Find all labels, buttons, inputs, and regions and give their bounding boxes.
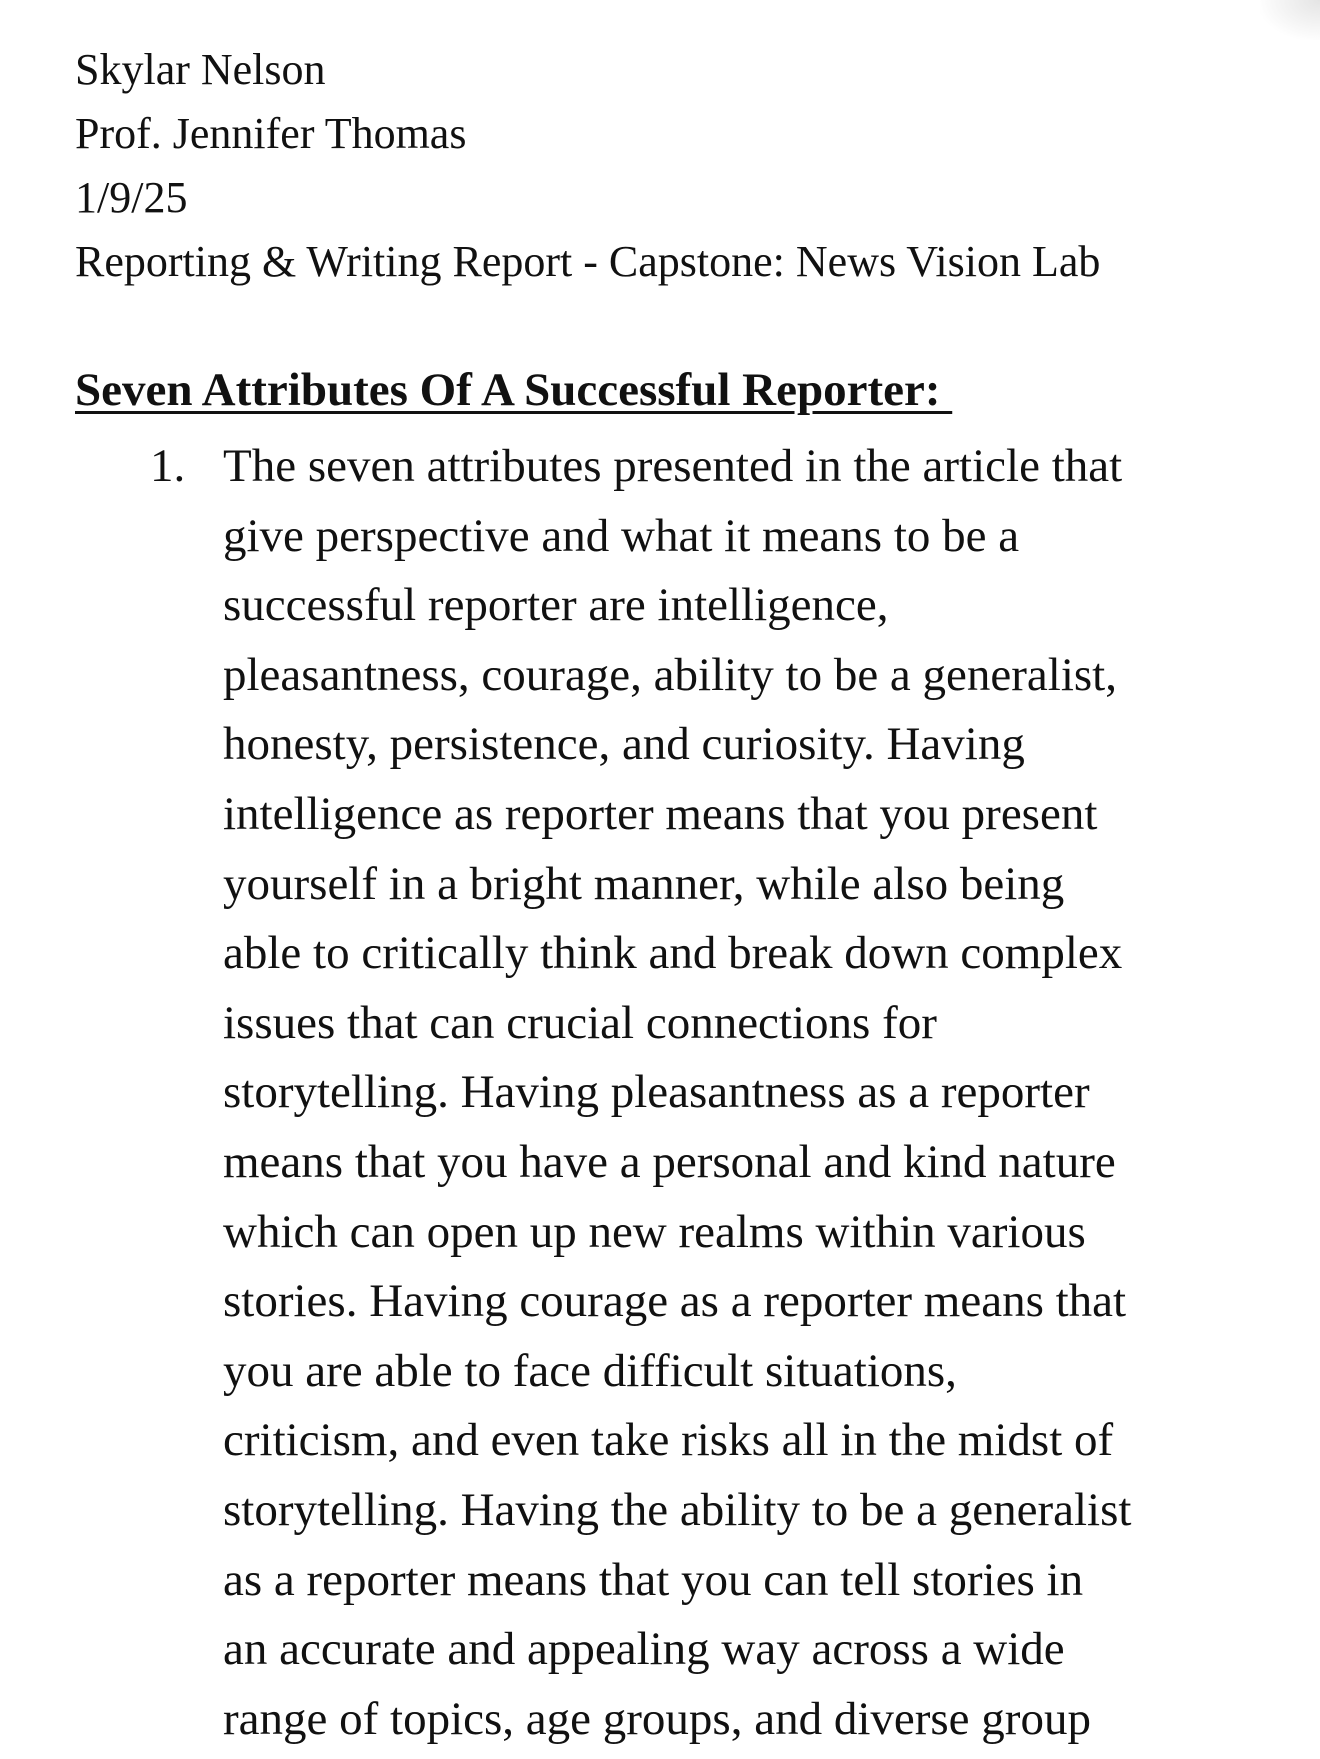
paragraph-line: able to critically think and break down complex: [223, 927, 1123, 980]
paragraph-line: honesty, persistence, and curiosity. Having: [223, 718, 1025, 771]
paragraph-line: which can open up new realms within various: [223, 1205, 1086, 1258]
paragraph-line: range of topics, age groups, and diverse group: [223, 1692, 1091, 1745]
paragraph-line: intelligence as reporter means that you present: [223, 787, 1098, 840]
list-item: [150, 432, 1250, 1754]
paragraph-line: storytelling. Having pleasantness as a reporter: [223, 1066, 1090, 1119]
paragraph-line: successful reporter are intelligence,: [223, 579, 889, 632]
paragraph-line: give perspective and what it means to be a: [223, 509, 1020, 562]
section-heading: Seven Attributes Of A Successful Reporter:: [75, 364, 953, 416]
paragraph-line: issues that can crucial connections for: [223, 996, 937, 1049]
paragraph-line: The seven attributes presented in the article that: [223, 440, 1123, 492]
list-item-number: 1.: [150, 440, 186, 492]
student-name: Skylar Nelson: [75, 45, 326, 94]
paragraph-line: means that you have a personal and kind nature: [223, 1135, 1116, 1188]
paragraph-line: yourself in a bright manner, while also being: [223, 857, 1065, 910]
paragraph-line: an accurate and appealing way across a wide: [223, 1623, 1065, 1676]
paragraph-line: stories. Having courage as a reporter means that: [223, 1275, 1127, 1328]
professor-name: Prof. Jennifer Thomas: [75, 109, 467, 158]
paragraph-line: pleasantness, courage, ability to be a generalist,: [223, 648, 1117, 701]
paragraph-line: criticism, and even take risks all in the midst of: [223, 1414, 1114, 1467]
course-title: Reporting & Writing Report - Capstone: News Vision Lab: [75, 237, 1101, 286]
page-corner-shadow: [1260, 0, 1320, 40]
paragraph-line: as a reporter means that you can tell stories in: [223, 1553, 1084, 1606]
paragraph-line: storytelling. Having the ability to be a generalist: [223, 1483, 1132, 1536]
paragraph-line: you are able to face difficult situations,: [223, 1344, 957, 1397]
document-header: [75, 38, 1100, 294]
numbered-list: [150, 432, 1250, 1754]
document-date: 1/9/25: [75, 173, 188, 222]
